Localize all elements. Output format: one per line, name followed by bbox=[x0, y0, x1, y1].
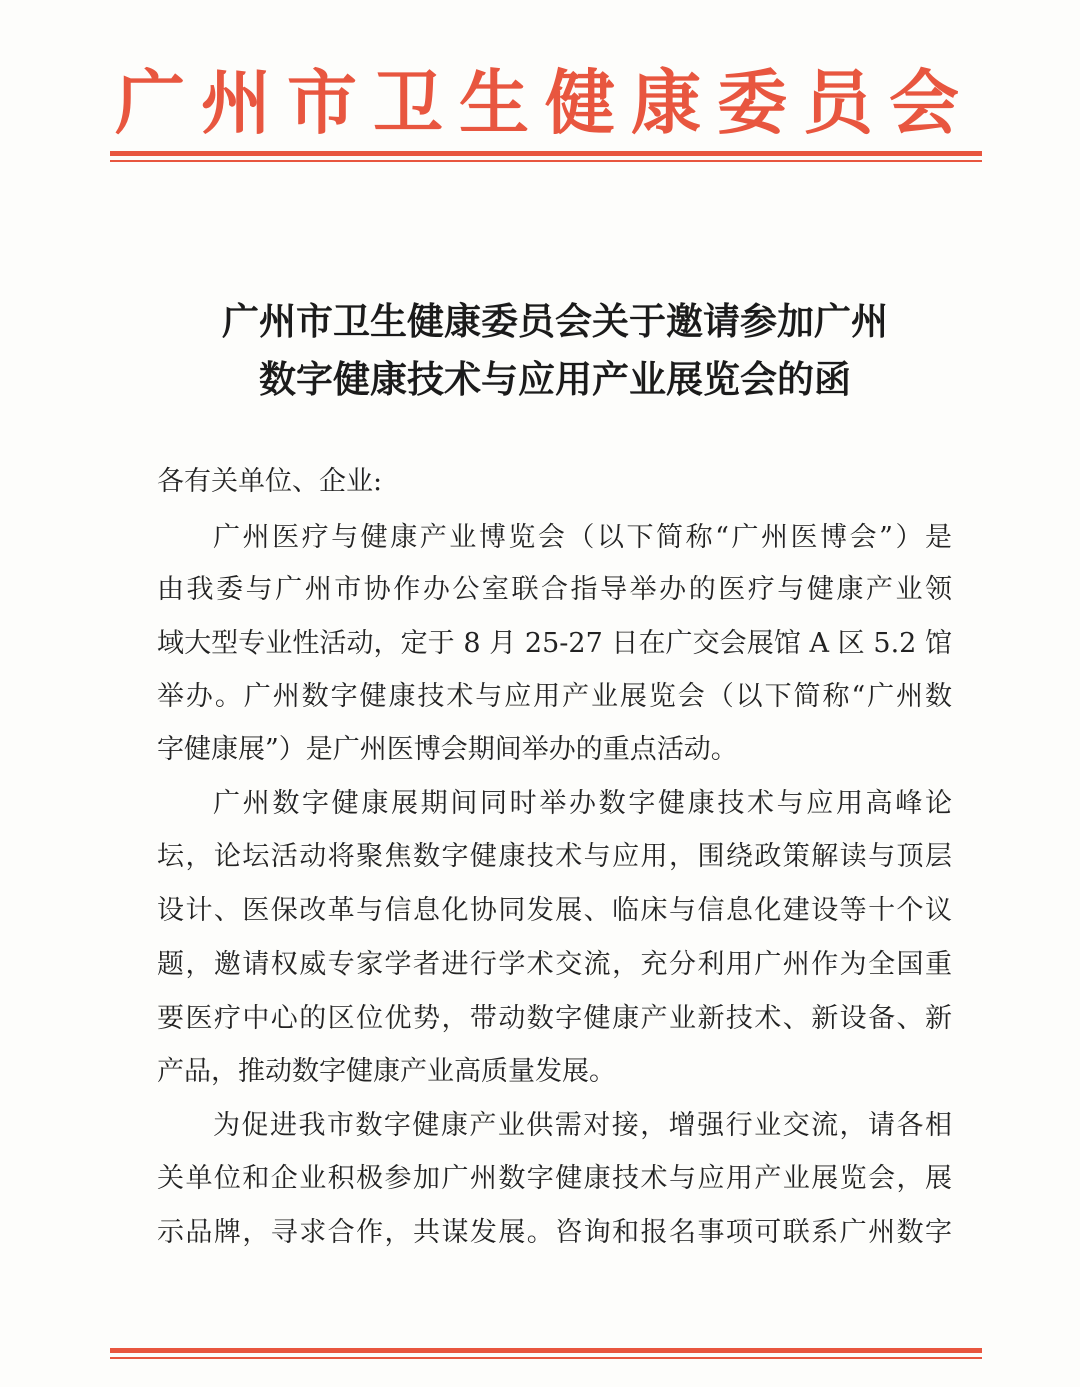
footer-rule-thin bbox=[110, 1357, 982, 1359]
footer-rule-thick bbox=[110, 1348, 982, 1353]
paragraph-1-line-5: 字健康展”）是广州医博会期间举办的重点活动。 bbox=[157, 734, 738, 765]
paragraph-2-line-5: 要医疗中心的区位优势，带动数字健康产业新技术、新设备、新 bbox=[157, 1003, 952, 1034]
paragraph-3-line-1: 为促进我市数字健康产业供需对接，增强行业交流，请各相 bbox=[213, 1110, 952, 1141]
document-title bbox=[150, 292, 960, 408]
paragraph-2-line-6: 产品，推动数字健康产业高质量发展。 bbox=[157, 1056, 616, 1087]
paragraph-1-line-1: 广州医疗与健康产业博览会（以下简称“广州医博会”）是 bbox=[213, 522, 952, 553]
paragraph-2-line-4: 题，邀请权威专家学者进行学术交流，充分利用广州作为全国重 bbox=[157, 949, 952, 980]
document-title-line-2: 数字健康技术与应用产业展览会的函 bbox=[259, 357, 851, 401]
letterhead-rule-thick bbox=[110, 151, 982, 156]
salutation: 各有关单位、企业: bbox=[157, 466, 383, 497]
paragraph-1-line-4: 举办。广州数字健康技术与应用产业展览会（以下简称“广州数 bbox=[157, 681, 952, 712]
paragraph-2-line-2: 坛，论坛活动将聚焦数字健康技术与应用，围绕政策解读与顶层 bbox=[157, 841, 952, 872]
paragraph-1-line-2: 由我委与广州市协作办公室联合指导举办的医疗与健康产业领 bbox=[157, 574, 952, 605]
paragraph-1-line-3: 域大型专业性活动，定于 8 月 25-27 日在广交会展馆 A 区 5.2 馆 bbox=[157, 628, 952, 659]
letterhead-org-name: 广州市卫生健康委员会 bbox=[115, 62, 975, 144]
paragraph-3-line-2: 关单位和企业积极参加广州数字健康技术与应用产业展览会，展 bbox=[157, 1163, 952, 1194]
letterhead-rule-thin bbox=[110, 160, 982, 162]
paragraph-3-line-3: 示品牌，寻求合作，共谋发展。咨询和报名事项可联系广州数字 bbox=[157, 1217, 952, 1248]
paragraph-2-line-3: 设计、医保改革与信息化协同发展、临床与信息化建设等十个议 bbox=[157, 895, 952, 926]
document-title-line-1: 广州市卫生健康委员会关于邀请参加广州 bbox=[222, 299, 888, 343]
paragraph-2-line-1: 广州数字健康展期间同时举办数字健康技术与应用高峰论 bbox=[213, 788, 952, 819]
